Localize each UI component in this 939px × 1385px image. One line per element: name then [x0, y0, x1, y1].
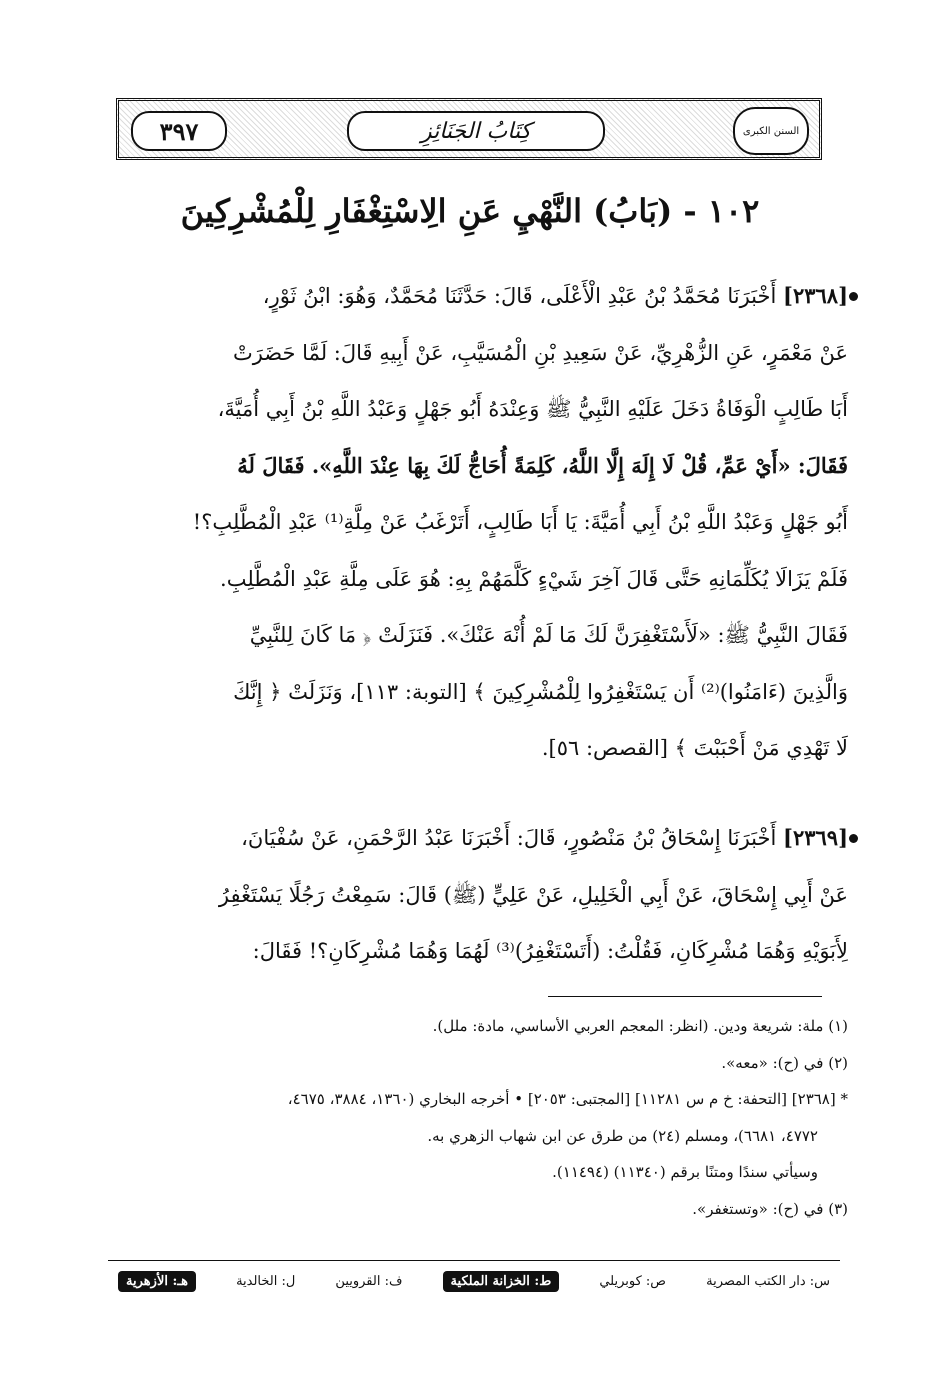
footnote: * [٢٣٦٨] [التحفة: خ م س ١١٢٨١] [المجتبى: ٢٠٥٣] • أخرجه البخاري (١٣٦٠، ٣٨٨٤، ٤٦٧٥،: [287, 1090, 848, 1108]
hadith-line: عَنْ مَعْمَرٍ، عَنِ الزُّهْرِيِّ، عَنْ سَعِيدِ بْنِ الْمُسَيَّبِ، عَنْ أَبِيهِ قَالَ: لَمَّا حَضَرَتْ: [232, 340, 848, 365]
hadith-line: فَقَالَ: «أَيْ عَمِّ، قُلْ لَا إِلَهَ إِلَّا اللَّهُ، كَلِمَةً أُحَاجُّ لَكَ بِهَا عِنْدَ اللَّهِ». فَقَالَ لَهُ: [237, 452, 848, 478]
hadith-2369: [108, 810, 848, 980]
footnote: ٤٧٧٢، ٦٦٨١)، ومسلم (٢٤) من طرق عن ابن شهاب الزهري به.: [427, 1126, 818, 1145]
footnote: (١) ملة: شريعة ودين. (انظر: المعجم العربي الأساسي، مادة: ملل).: [432, 1017, 848, 1035]
hadith-line: فَلَمْ يَزَالَا يُكَلِّمَانِهِ حَتَّى قَالَ آخِرَ شَيْءٍ كَلَّمَهُمْ بِهِ: هُوَ عَلَى مِلَّةِ عَبْدِ الْمُطَّلِبِ.: [220, 566, 848, 591]
legend-item-highlight: هـ: الأزهرية: [118, 1271, 196, 1292]
legend-item: س: دار الكتب المصرية: [706, 1273, 830, 1289]
emblem-text: السنن الكبرى: [742, 125, 800, 137]
book-emblem: [733, 107, 809, 155]
hadith-line: أَبَا طَالِبٍ الْوَفَاةُ دَخَلَ عَلَيْهِ النَّبِيُّ ﷺ وَعِنْدَهُ أَبُو جَهْلٍ وَعَبْدُ اللَّهِ بْنُ أَبِي أُمَيَّةَ،: [217, 397, 848, 421]
hadith-line: فَقَالَ النَّبِيُّ ﷺ: «لَأَسْتَغْفِرَنَّ لَكَ مَا لَمْ أُنْهَ عَنْكَ». فَنَزَلَتْ ﴿ مَا كَانَ لِلنَّبِيِّ: [249, 623, 848, 647]
hadith-line: [٢٣٦٩] أَخْبَرَنَا إِسْحَاقُ بْنُ مَنْصُورٍ، قَالَ: أَخْبَرَنَا عَبْدُ الرَّحْمَنِ، عَنْ سُفْيَانَ،: [241, 825, 848, 850]
footnote: وسيأتي سندًا ومتنًا برقم (١١٣٤٠) (١١٤٩٤).: [552, 1163, 818, 1181]
page-header: [116, 98, 822, 160]
page-number: [131, 111, 227, 151]
hadith-number: [٢٣٦٨]: [783, 283, 848, 308]
chapter-title: ١٠٢ - (بَابُ) النَّهْيِ عَنِ الِاسْتِغْفَارِ لِلْمُشْرِكِينَ: [180, 192, 760, 230]
hadith-line: أَبُو جَهْلٍ وَعَبْدُ اللَّهِ بْنُ أَبِي أُمَيَّةَ: يَا أَبَا طَالِبٍ، أَتَرْغَبُ عَنْ مِلَّةِ⁽¹⁾ عَبْدِ الْمُطَّلِبِ؟!: [192, 510, 848, 534]
footnote: (٢) في (ح): «معه».: [721, 1053, 848, 1072]
footnote-divider: [548, 996, 822, 997]
hadith-line: لَا تَهْدِي مَنْ أَحْبَبْتَ ﴾ [القصص: ٥٦].: [541, 736, 848, 760]
legend-item: ص: كوبريلي: [599, 1273, 667, 1289]
hadith-line: لِأَبَوَيْهِ وَهُمَا مُشْرِكَانِ، فَقُلْتُ: (أَتَسْتَغْفِرُ)⁽³⁾ لَهُمَا وَهُمَا مُشْرِكَانِ؟! فَقَالَ:: [252, 939, 848, 963]
manuscript-legend: [118, 1268, 830, 1294]
page-number-text: ٣٩٧: [159, 116, 199, 146]
bullet-icon: [849, 292, 858, 301]
hadith-2368: [108, 268, 848, 777]
legend-item-highlight: ط: الخزانة الملكية: [443, 1271, 560, 1292]
hadith-line: [٢٣٦٨] أَخْبَرَنَا مُحَمَّدُ بْنُ عَبْدِ الْأَعْلَى، قَالَ: حَدَّثَنَا مُحَمَّدٌ، وَهُوَ: ابْنُ ثَوْرٍ،: [262, 283, 848, 308]
footnotes: [108, 1008, 848, 1227]
legend-divider: [108, 1260, 840, 1261]
legend-item: ف: القرويين: [335, 1273, 403, 1289]
legend-item: ل: الخالدية: [236, 1273, 296, 1289]
footnote: (٣) في (ح): «وتستغفر».: [692, 1199, 848, 1218]
hadith-number: [٢٣٦٩]: [783, 825, 848, 850]
hadith-line: وَالَّذِينَ (ءَامَنُوا)⁽²⁾ أَن يَسْتَغْفِرُوا لِلْمُشْرِكِينَ ﴾ [التوبة: ١١٣]، وَنَزَلَتْ ﴿ إِنَّكَ: [233, 679, 848, 704]
book-title-text: كِتَابُ الجَنَائِزِ: [420, 118, 532, 144]
book-title: [347, 111, 605, 151]
hadith-line: عَنْ أَبِي إِسْحَاقَ، عَنْ أَبِي الْخَلِيلِ، عَنْ عَلِيٍّ (ﷺ) قَالَ: سَمِعْتُ رَجُلًا يَسْتَغْفِرُ: [218, 882, 848, 907]
bullet-icon: [849, 834, 858, 843]
